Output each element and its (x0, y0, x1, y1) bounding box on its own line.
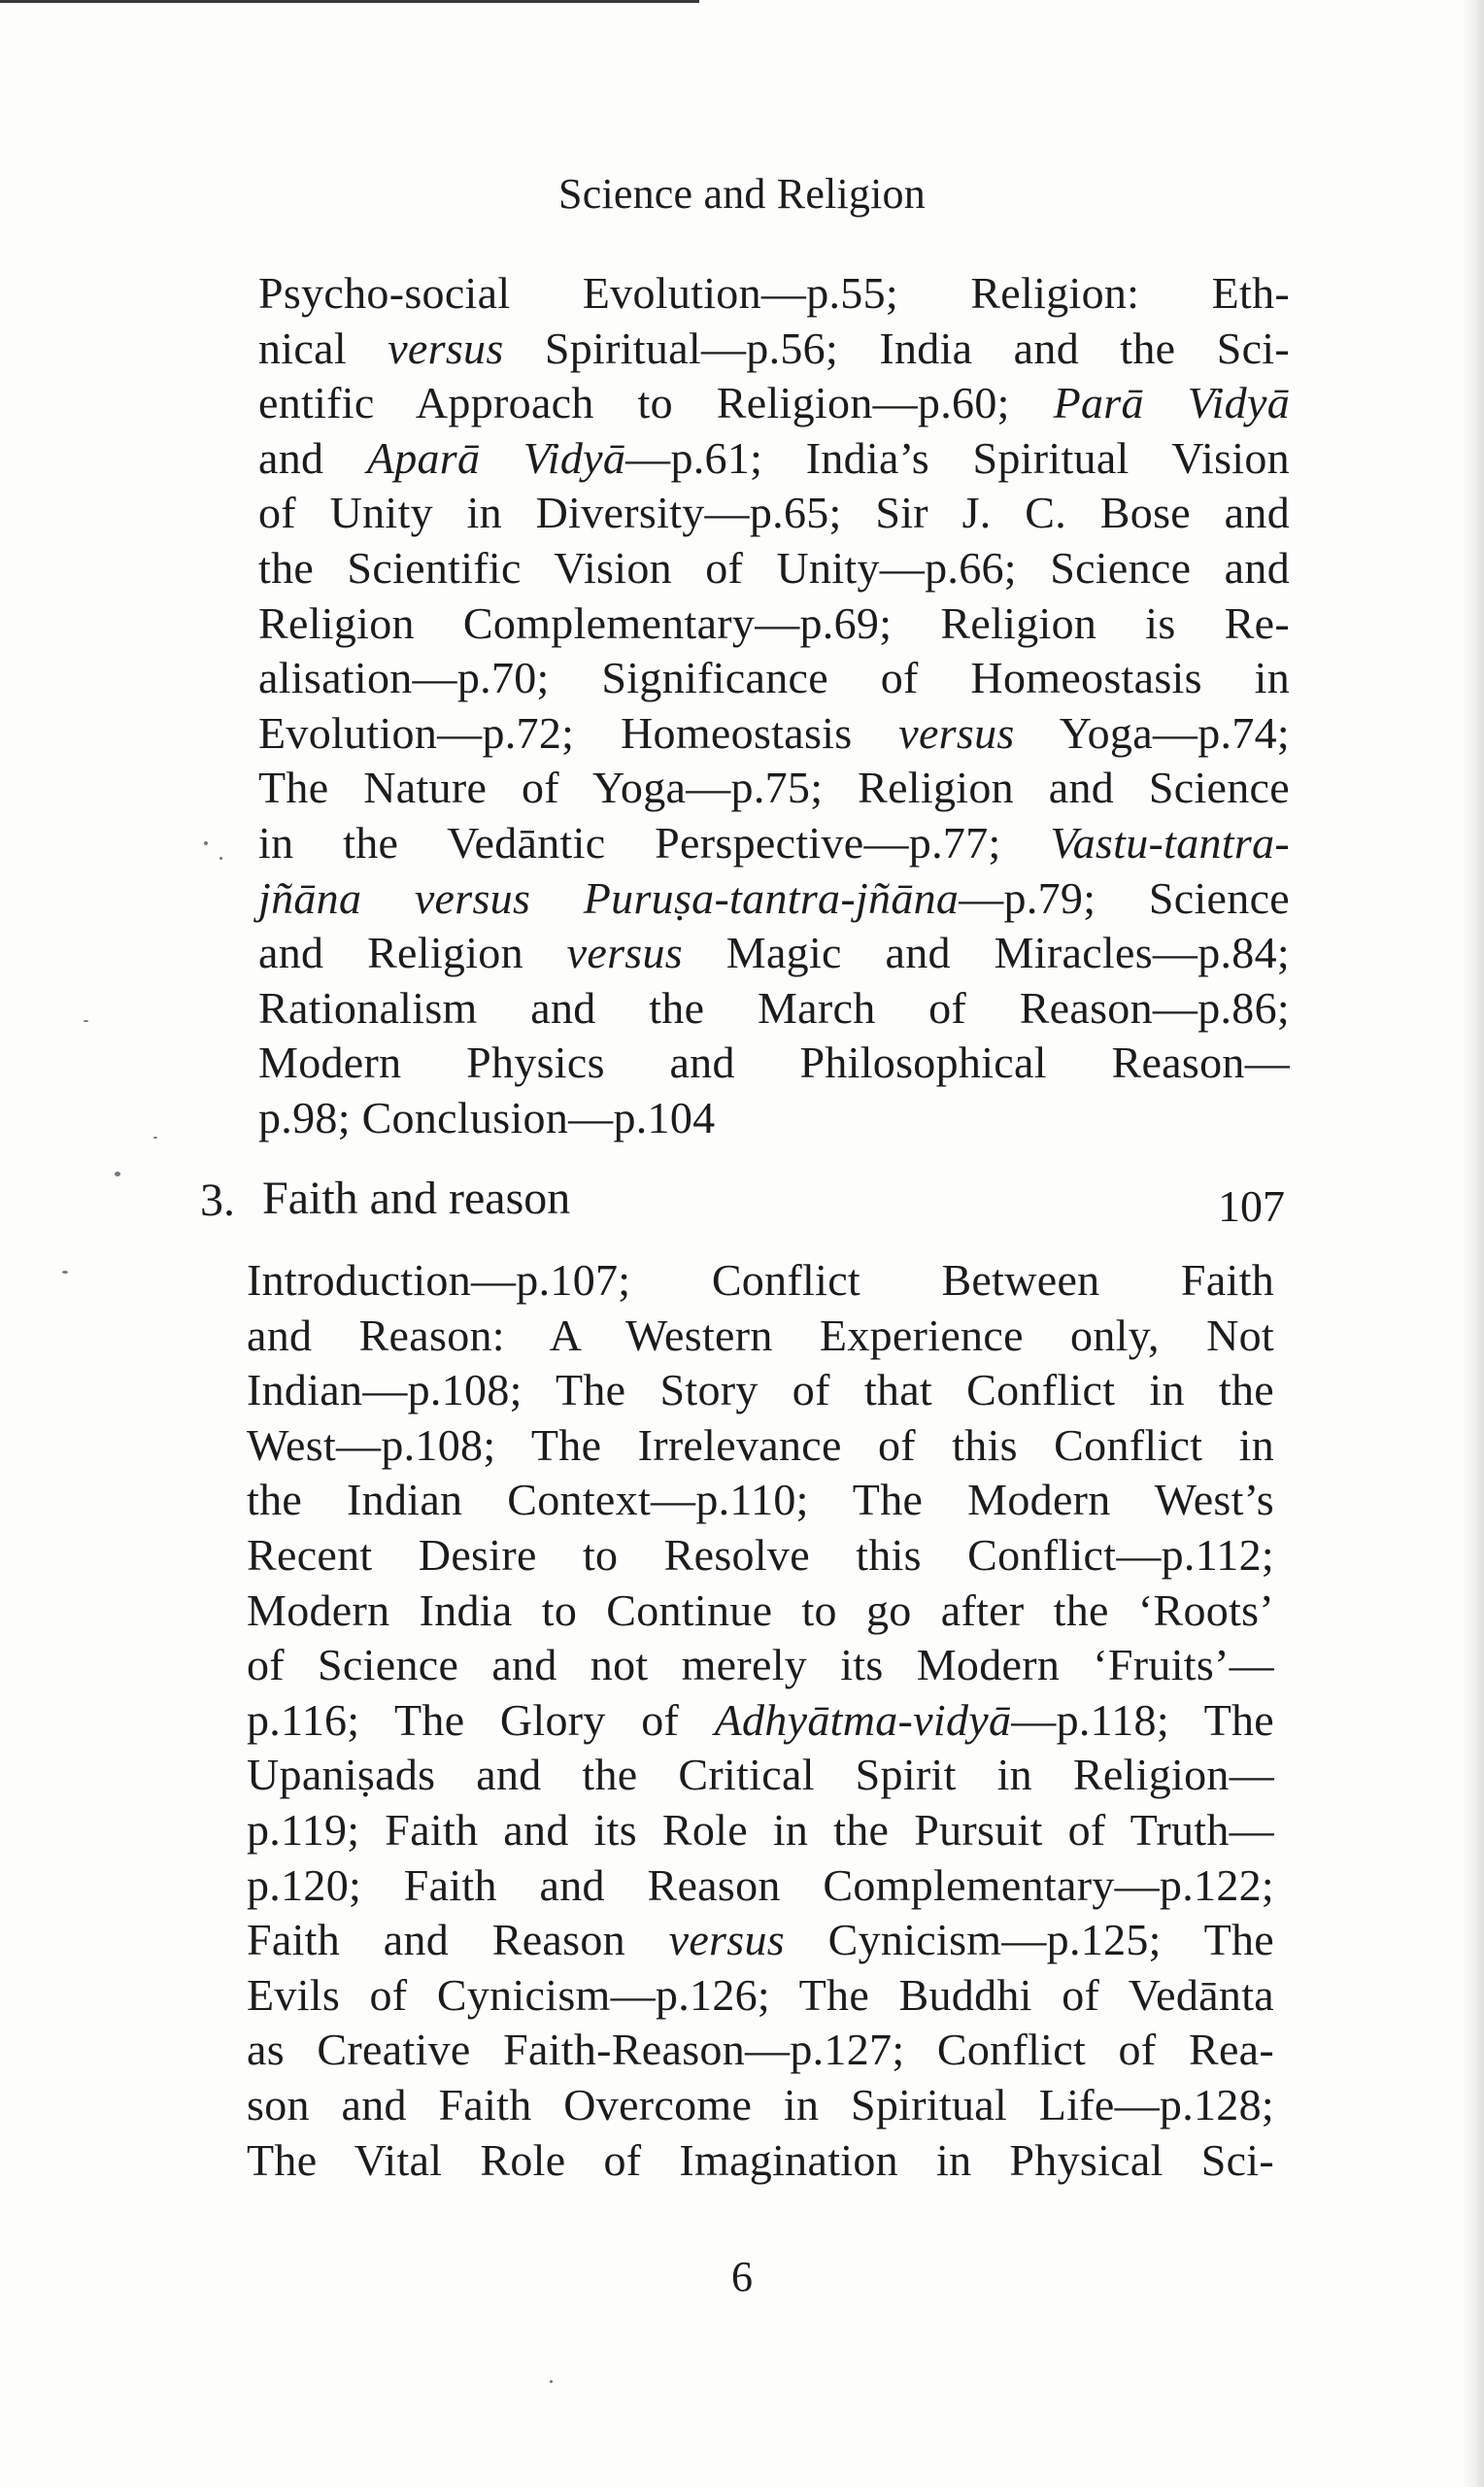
text-line: of Science and not merely its Modern ‘Fruits’— (247, 1640, 1274, 1690)
text-line: Religion Complementary—p.69; Religion is Re- (258, 597, 1290, 648)
text-line: jñāna versus Puruṣa-tantra-jñāna—p.79; Science (258, 872, 1291, 923)
text-line: the Scientific Vision of Unity—p.66; Science and (258, 542, 1290, 593)
text-line: p.119; Faith and its Role in the Pursuit of Truth— (247, 1804, 1274, 1855)
text-line: entific Approach to Religion—p.60; Parā Vidyā (258, 378, 1291, 428)
text-line: Faith and Reason versus Cynicism—p.125; The (247, 1915, 1274, 1965)
section-title: Faith and reason (262, 1173, 571, 1224)
italic-term: versus (668, 1915, 785, 1965)
text-line: Upaniṣads and the Critical Spirit in Religion— (247, 1750, 1274, 1800)
text-line: Psycho-social Evolution—p.55; Religion: Eth- (258, 268, 1290, 318)
scan-speck (204, 841, 208, 845)
text-line: p.120; Faith and Reason Complementary—p.122; (247, 1859, 1274, 1910)
italic-term: jñāna versus Puruṣa-tantra-jñāna (258, 872, 960, 923)
text-line: Modern India to Continue to go after the ‘Roots’ (247, 1584, 1274, 1635)
text-line: son and Faith Overcome in Spiritual Life—p.128; (247, 2079, 1274, 2129)
scan-speck (115, 1172, 120, 1176)
text-line: p.116; The Glory of Adhyātma-vidyā—p.118; The (247, 1694, 1274, 1745)
text-line: West—p.108; The Irrelevance of this Conflict in (247, 1419, 1274, 1470)
italic-term: versus (388, 323, 504, 373)
italic-term: versus (566, 928, 683, 978)
italic-term: versus (898, 707, 1015, 758)
text-line: as Creative Faith-Reason—p.127; Conflict of Rea- (247, 2025, 1274, 2075)
contents-entry-3 (247, 1253, 1274, 2188)
page-number: 6 (731, 2253, 753, 2300)
text-line: and Reason: A Western Experience only, Not (247, 1310, 1274, 1360)
text-line: p.98; Conclusion—p.104 (258, 1092, 716, 1142)
text-line: The Nature of Yoga—p.75; Religion and Science (258, 763, 1290, 813)
italic-term: Adhyātma-vidyā (714, 1694, 1012, 1745)
text-line: Evolution—p.72; Homeostasis versus Yoga—p.74; (258, 707, 1291, 758)
text-line: and Religion versus Magic and Miracles—p.84; (258, 928, 1290, 978)
text-line: Evils of Cynicism—p.126; The Buddhi of Vedānta (247, 1969, 1274, 2020)
section-page-number: 107 (1218, 1181, 1285, 1231)
text-line: Introduction—p.107; Conflict Between Faith (247, 1255, 1274, 1305)
contents-entry-2-continued (258, 266, 1290, 1146)
text-line: of Unity in Diversity—p.65; Sir J. C. Bose and (258, 488, 1290, 538)
text-line: Indian—p.108; The Story of that Conflict in the (247, 1365, 1274, 1415)
text-line: Rationalism and the March of Reason—p.86; (258, 982, 1290, 1033)
running-head: Science and Religion (558, 170, 926, 218)
italic-term: Aparā Vidyā (366, 432, 626, 483)
italic-term: Vastu-tantra- (1050, 817, 1290, 868)
text-line: alisation—p.70; Significance of Homeostasis in (258, 653, 1290, 703)
text-line: The Vital Role of Imagination in Physical Sci- (247, 2134, 1274, 2185)
text-line: and Aparā Vidyā—p.61; India’s Spiritual Vision (258, 432, 1290, 483)
italic-term: Parā Vidyā (1053, 378, 1291, 428)
scan-speck (62, 1271, 68, 1274)
section-number: 3. (200, 1175, 235, 1226)
text-line: Recent Desire to Resolve this Conflict—p.112; (247, 1529, 1274, 1580)
text-line: Modern Physics and Philosophical Reason— (258, 1038, 1290, 1088)
text-line: nical versus Spiritual—p.56; India and the Sci- (258, 323, 1290, 373)
top-scan-edge (0, 0, 699, 3)
scan-speck (153, 1137, 157, 1139)
page-gutter-shadow (1463, 0, 1484, 2487)
text-line: in the Vedāntic Perspective—p.77; Vastu-tantra- (258, 817, 1290, 868)
text-line: the Indian Context—p.110; The Modern West’s (247, 1475, 1274, 1525)
scan-speck (550, 2380, 553, 2383)
scan-speck (219, 857, 222, 860)
scan-speck (84, 1020, 88, 1022)
